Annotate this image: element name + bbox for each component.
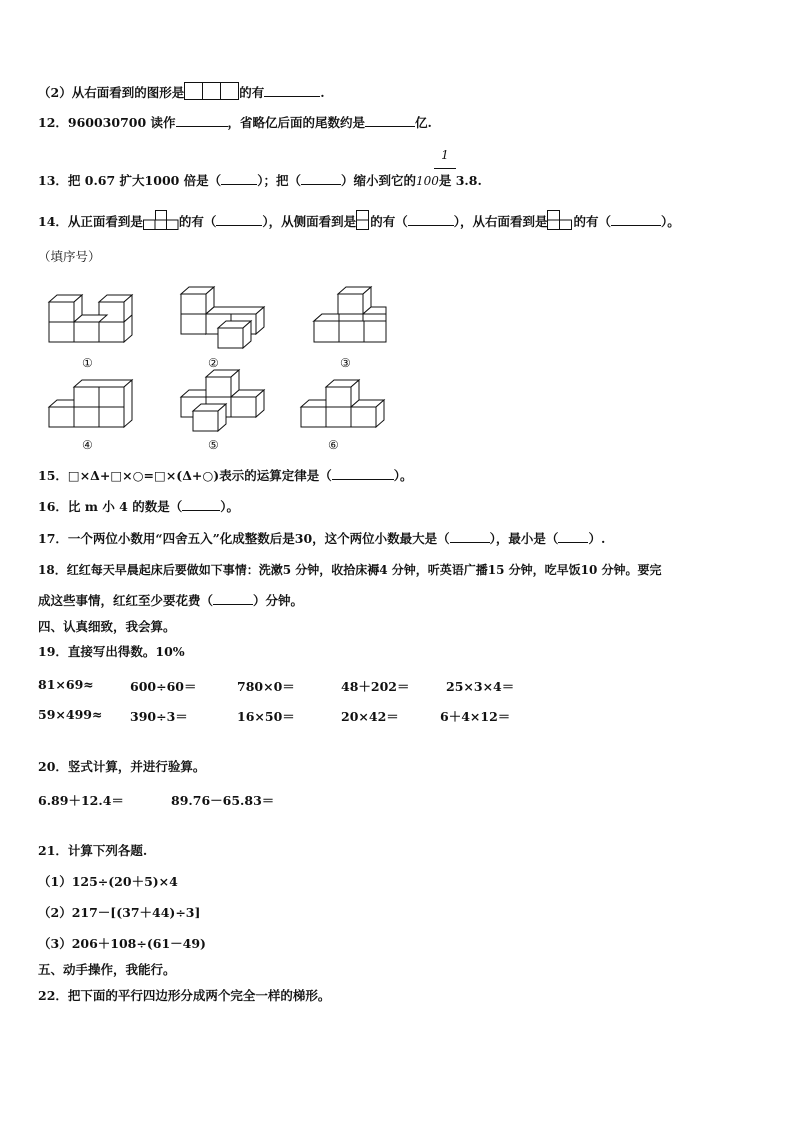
q15-text-a: 15．□×Δ+□×○=□×(Δ+○)表示的运算定律是（ xyxy=(38,468,332,483)
question-19-title: 19．直接写出得数。10% xyxy=(38,644,185,659)
q11-text-a: （2）从右面看到的图形是 xyxy=(38,85,185,100)
calc-item: 780×0＝ xyxy=(237,679,295,694)
calc-item: 48＋202＝ xyxy=(341,679,410,694)
question-12 xyxy=(38,114,432,132)
figure-5-label: ⑤ xyxy=(208,438,219,452)
q15-text-b: ）。 xyxy=(393,468,413,483)
section-5-heading: 五、动手操作，我能行。 xyxy=(38,962,176,977)
q11-text-b: 的有 xyxy=(239,85,265,100)
answer-blank[interactable] xyxy=(176,114,228,127)
vertical-calc-item: 6.89＋12.4＝ xyxy=(38,793,124,808)
calc-item: 81×69≈ xyxy=(38,677,94,692)
calc-item: 59×499≈ xyxy=(38,707,103,722)
cube-figure-2 xyxy=(180,285,280,359)
q18-text-b: ）分钟。 xyxy=(253,593,304,608)
answer-blank[interactable] xyxy=(221,172,257,185)
question-14 xyxy=(38,210,680,235)
question-18-line-1: 18．红红每天早晨起床后要做如下事情：洗漱5 分钟，收拾床褥4 分钟，听英语广播15 分钟，吃早饭10 分钟。要完 xyxy=(38,563,662,577)
question-20-title: 20．竖式计算，并进行验算。 xyxy=(38,759,206,774)
q17-text-a: 17．一个两位小数用“四舍五入”化成整数后是30，这个两位小数最大是（ xyxy=(38,531,450,546)
figure-3-label: ③ xyxy=(340,356,351,370)
answer-blank[interactable] xyxy=(611,213,661,226)
q17-text-c: ）. xyxy=(588,531,606,546)
fraction-bar xyxy=(434,168,456,169)
question-16 xyxy=(38,498,239,516)
answer-blank[interactable] xyxy=(408,213,454,226)
question-21-title: 21．计算下列各题. xyxy=(38,843,148,858)
figure-6-label: ⑥ xyxy=(328,438,339,452)
answer-blank[interactable] xyxy=(558,530,588,543)
calc-item: 390÷3＝ xyxy=(130,709,188,724)
q13-text-d: 是 3.8. xyxy=(438,173,482,188)
q13-text-a: 13．把 0.67 扩大1000 倍是（ xyxy=(38,173,222,188)
question-11-2 xyxy=(38,82,325,105)
answer-blank[interactable] xyxy=(365,114,415,127)
cube-figure-3 xyxy=(313,285,413,359)
answer-blank[interactable] xyxy=(450,530,490,543)
answer-blank[interactable] xyxy=(264,84,320,97)
answer-blank[interactable] xyxy=(216,213,262,226)
calc-item: 600÷60＝ xyxy=(130,679,197,694)
fraction-one-hundredth xyxy=(433,148,457,162)
fraction-numerator: 1 xyxy=(441,148,449,162)
q14-text-d: 的有（ xyxy=(370,214,408,229)
q12-text-a: 12．960030700 读作 xyxy=(38,115,176,130)
answer-blank[interactable] xyxy=(301,172,341,185)
answer-blank[interactable] xyxy=(182,498,220,511)
calc-item: 16×50＝ xyxy=(237,709,295,724)
cube-figure-4 xyxy=(48,378,148,442)
cube-figure-1 xyxy=(48,285,148,359)
right-view-three-squares-icon xyxy=(184,82,239,105)
figure-2-label: ② xyxy=(208,356,219,370)
q14-text-f: 的有（ xyxy=(573,214,611,229)
vertical-calc-item: 89.76－65.83＝ xyxy=(171,793,275,808)
cube-figure-5 xyxy=(180,368,280,442)
answer-blank[interactable] xyxy=(213,592,253,605)
fill-number-note: （填序号） xyxy=(38,249,101,264)
q16-text-a: 16．比 m 小 4 的数是（ xyxy=(38,499,183,514)
q14-text-e: ），从右面看到是 xyxy=(453,214,548,229)
q12-text-b: ，省略亿后面的尾数约是 xyxy=(227,115,366,130)
question-21-item: （3）206＋108÷(61－49) xyxy=(38,936,206,951)
question-18-line-2 xyxy=(38,592,303,610)
question-15 xyxy=(38,467,412,485)
question-17 xyxy=(38,530,605,548)
q17-text-b: ），最小是（ xyxy=(489,531,559,546)
calc-item: 20×42＝ xyxy=(341,709,399,724)
front-view-shape-icon xyxy=(143,210,179,235)
q14-text-a: 14．从正面看到是 xyxy=(38,214,143,229)
answer-blank[interactable] xyxy=(332,467,394,480)
side-view-shape-icon xyxy=(356,210,370,235)
q14-text-g: ）。 xyxy=(660,214,680,229)
question-13 xyxy=(38,172,482,190)
q18-text-a: 成这些事情，红红至少要花费（ xyxy=(38,593,214,608)
figure-1-label: ① xyxy=(82,356,93,370)
calc-item: 6＋4×12＝ xyxy=(440,709,511,724)
q13-text-c: ）缩小到它的 xyxy=(340,173,416,188)
calc-item: 25×3×4＝ xyxy=(446,679,515,694)
q14-text-c: ），从侧面看到是 xyxy=(262,214,357,229)
fraction-denominator: 100 xyxy=(415,174,439,188)
q14-text-b: 的有（ xyxy=(178,214,217,229)
q16-text-b: ）。 xyxy=(220,499,239,514)
right-view-shape-icon xyxy=(547,210,573,235)
q11-text-c: . xyxy=(320,85,325,100)
cube-figure-6 xyxy=(300,378,400,442)
question-22-title: 22．把下面的平行四边形分成两个完全一样的梯形。 xyxy=(38,988,331,1003)
q13-text-b: ）；把（ xyxy=(257,173,301,188)
q12-text-c: 亿. xyxy=(415,115,432,130)
question-21-item: （2）217－[(37＋44)÷3] xyxy=(38,905,201,920)
question-21-item: （1）125÷(20＋5)×4 xyxy=(38,874,178,889)
figure-4-label: ④ xyxy=(82,438,93,452)
section-4-heading: 四、认真细致，我会算。 xyxy=(38,619,176,634)
